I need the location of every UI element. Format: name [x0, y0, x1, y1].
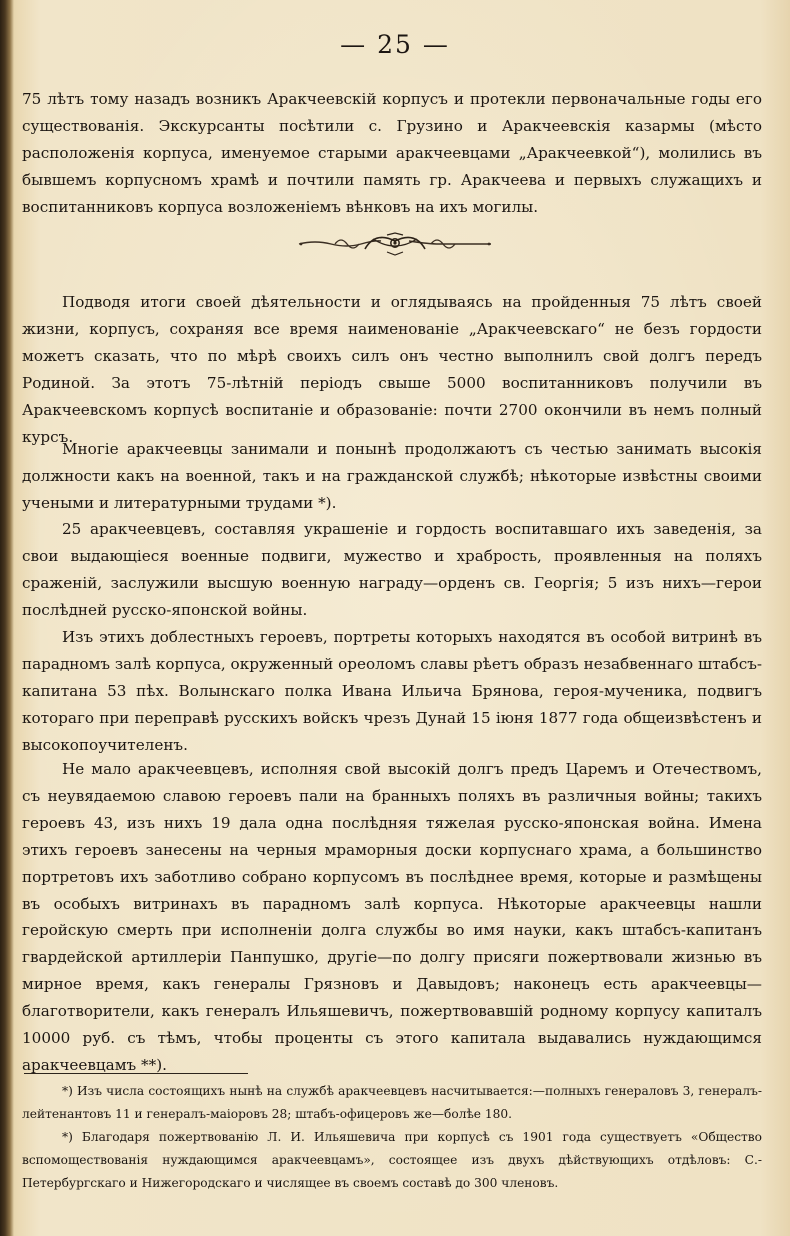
paragraph-5 [22, 624, 762, 759]
paragraph-1: 75 лѣтъ тому назадъ возникъ Аракчеевскій корпусъ и протекли первоначальные годы его существованія. Экскурсанты посѣтили с. Грузино и Аракчеевскія казармы (мѣсто расположенія корпуса, именуемое старыми аракчеевцами „Аракчеевкой“), молились въ бывшемъ корпусномъ храмѣ и почтили память гр. Аракчеева и первыхъ служащихъ и воспитанниковъ корпуса возложеніемъ вѣнковъ на ихъ могилы. [22, 90, 762, 216]
paragraph-6 [22, 756, 762, 1079]
paragraph-6-text: Не мало аракчеевцевъ, исполняя свой высокій долгъ предъ Царемъ и Отечествомъ, съ неувядаемою славою героевъ пали на бранныхъ поляхъ въ различныя войны; такихъ героевъ 43, изъ нихъ 19 дала одна послѣдняя тяжелая русско-японская война. Имена этихъ героевъ занесены на черныя мраморныя доски корпуснаго храма, а большинство портретовъ ихъ заботливо собрано корпусомъ въ послѣднее время, которые и размѣщены въ особыхъ витринахъ въ парадномъ залѣ корпуса. Нѣкоторые аракчеевцы нашли геройскую смерть при исполненіи долга службы во имя науки, какъ штабсъ-капитанъ гвардейской артиллеріи Панпушко, другіе—по долгу присяги пожертвовали жизнью въ мирное время, какъ генералы Грязновъ и Давыдовъ; наконецъ есть аракчеевцы—благотворители, какъ генералъ Ильяшевичъ, пожертвовавшій родному корпусу капиталъ 10000 руб. съ тѣмъ, чтобы проценты съ этого капитала выдавались нуждающимся аракчеевцамъ **). [22, 760, 762, 1074]
book-binding-edge [0, 0, 14, 1236]
footnote-divider [24, 1073, 248, 1074]
paragraph-3 [22, 436, 762, 517]
paragraph-2-text: Подводя итоги своей дѣятельности и оглядываясь на пройденныя 75 лѣтъ своей жизни, корпусъ, сохраняя все время наименованіе „Аракчеевскаго“ не безъ гордости можетъ сказать, что по мѣрѣ своихъ силъ онъ честно выполнилъ свой долгъ передъ Родиной. За этотъ 75-лѣтній періодъ свыше 5000 воспитанниковъ получили въ Аракчеевскомъ корпусѣ воспитаніе и образованіе: почти 2700 окончили въ немъ полный курсъ. [22, 293, 762, 446]
decorative-ornament-divider [295, 231, 495, 257]
page-number: — 25 — [340, 30, 450, 59]
paragraph-4-text: 25 аракчеевцевъ, составляя украшеніе и гордость воспитавшаго ихъ заведенія, за свои выдающіеся военные подвиги, мужество и храбрость, проявленныя на поляхъ сраженій, заслужили высшую военную награду—орденъ св. Георгія; 5 изъ нихъ—герои послѣдней русско-японской войны. [22, 520, 762, 619]
paragraph-2 [22, 289, 762, 450]
footnote-2 [22, 1126, 762, 1195]
paragraph-4 [22, 516, 762, 624]
footnote-1 [22, 1080, 762, 1126]
paragraph-3-text: Многіе аракчеевцы занимали и понынѣ продолжаютъ съ честью занимать высокія должности какъ на военной, такъ и на гражданской службѣ; нѣкоторые извѣстны своими учеными и литературными трудами *). [22, 440, 762, 512]
footnote-1-text: *) Изъ числа состоящихъ нынѣ на службѣ аракчеевцевъ насчитывается:—полныхъ генераловъ 3, генералъ-лейтенантовъ 11 и генералъ-маіоровъ 28; штабъ-офицеровъ же—болѣе 180. [22, 1084, 762, 1121]
footnote-2-text: *) Благодаря пожертвованію Л. И. Ильяшевича при корпусѣ съ 1901 года существуетъ «Общество вспомоществованія нуждающимся аракчеевцамъ», состоящее изъ двухъ дѣйствующихъ отдѣловъ: С.-Петербургскаго и Нижегородскаго и числящее въ своемъ составѣ до 300 членовъ. [22, 1130, 762, 1190]
paragraph-5-text: Изъ этихъ доблестныхъ героевъ, портреты которыхъ находятся въ особой витринѣ въ парадномъ залѣ корпуса, окруженный ореоломъ славы рѣетъ образъ незабвеннаго штабсъ-капитана 53 пѣх. Волынскаго полка Ивана Ильича Брянова, героя-мученика, подвигъ котораго при переправѣ русскихъ войскъ чрезъ Дунай 15 іюня 1877 года общеизвѣстенъ и высокопоучителенъ. [22, 628, 762, 754]
